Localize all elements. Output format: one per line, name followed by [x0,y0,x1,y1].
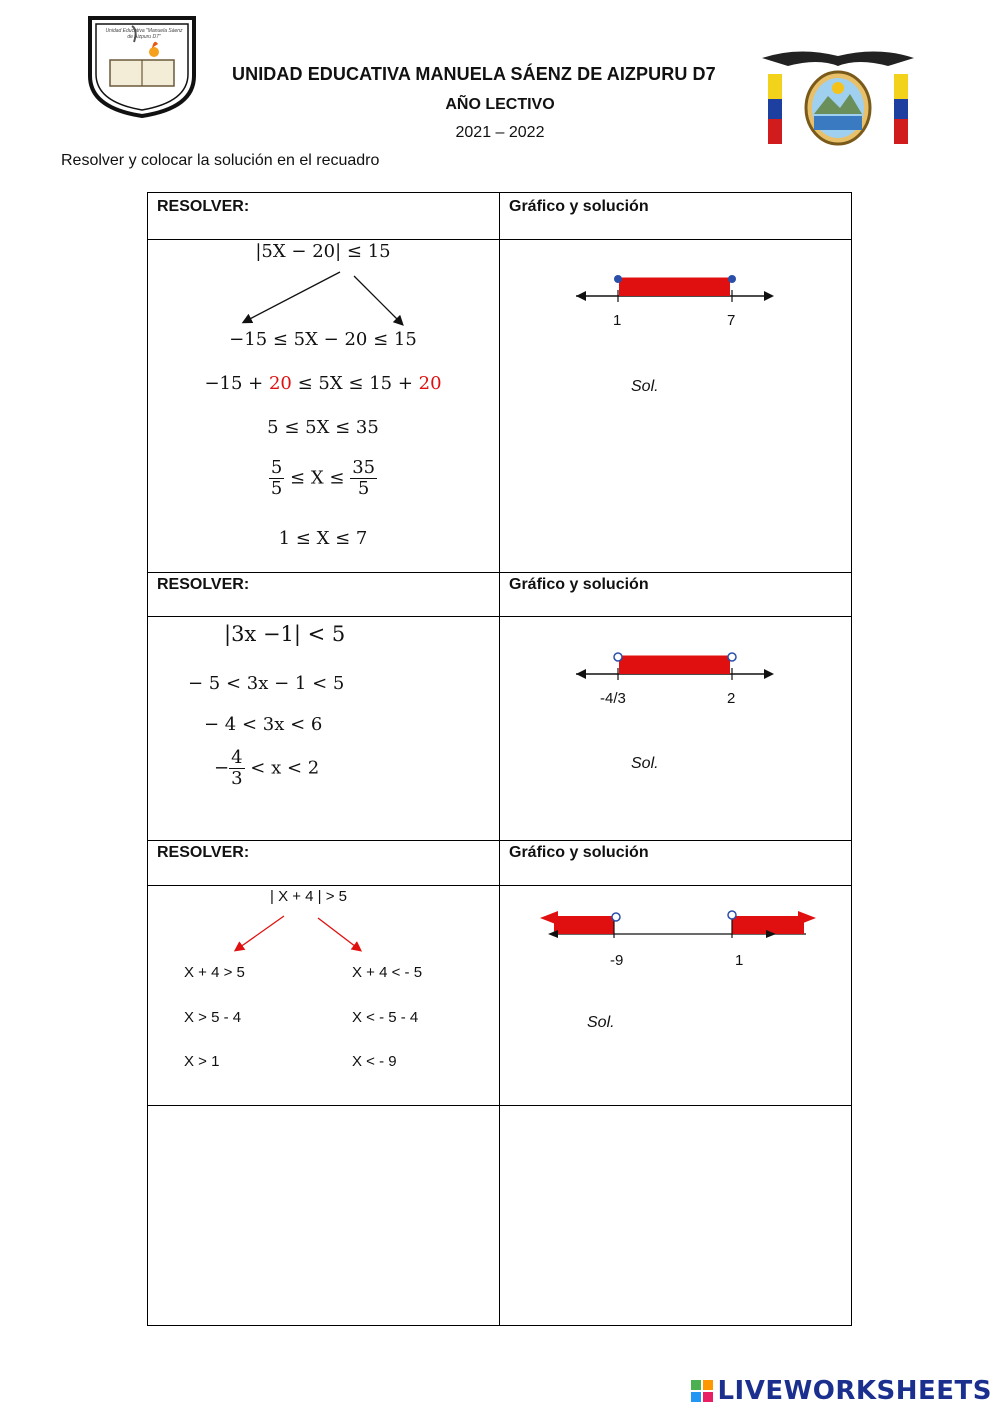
problem2-solution-label: Sol. [631,755,659,772]
school-name: UNIDAD EDUCATIVA MANUELA SÁENZ DE AIZPURU D7 [232,64,716,84]
instruction-text: Resolver y colocar la solución en el recuadro [61,152,380,169]
left-ray-bar [554,916,614,934]
open-point-icon [614,653,622,661]
problem3-statement: | X + 4 | > 5 [270,888,348,905]
problem1-step2: −15 + 20 ≤ 5X ≤ 15 + 20 [204,373,442,394]
problem2-statement: |3x −1| < 5 [224,622,346,646]
problem2-left-endpoint: -4/3 [600,690,626,707]
year-label: AÑO LECTIVO [445,96,555,113]
problem2-step2: − 4 < 3x < 6 [204,714,323,735]
resolver-header-1: RESOLVER: [157,198,250,215]
graph-header-2: Gráfico y solución [509,576,649,593]
problem2-step1: − 5 < 3x − 1 < 5 [188,673,345,694]
resolver-header-2: RESOLVER: [157,576,250,593]
solution-interval-bar [619,658,730,674]
coat-of-arms-icon [758,44,918,150]
row-divider [148,840,851,841]
resolver-header-3: RESOLVER: [157,844,250,861]
problem1-step3: 5 ≤ 5X ≤ 35 [267,417,379,438]
problem3-left-step2: X > 5 - 4 [184,1009,242,1026]
problem1-step5: 1 ≤ X ≤ 7 [278,528,368,549]
row-divider [148,616,851,617]
closed-point-icon [728,275,736,283]
liveworksheets-logo: LIVEWORKSHEETS [691,1376,992,1406]
graph-header-3: Gráfico y solución [509,844,649,861]
row-divider [148,1105,851,1106]
problem3-number-line [536,906,826,946]
row-divider [148,239,851,240]
problem1-statement: |5X − 20| ≤ 15 [255,241,391,262]
problem3-right-step1: X + 4 < - 5 [352,964,423,981]
problem1-solution-label: Sol. [631,378,659,395]
school-years: 2021 – 2022 [455,124,545,141]
problem2-number-line [572,648,782,688]
red-split-arrows-icon [228,912,378,958]
row-divider [148,885,851,886]
solution-interval-bar [619,280,730,296]
problem3-right-step2: X < - 5 - 4 [352,1009,419,1026]
problem3-right-step3: X < - 9 [352,1053,397,1070]
row-divider [148,572,851,573]
problem3-left-endpoint: -9 [610,952,624,969]
open-point-icon [728,653,736,661]
problem3-solution-label: Sol. [587,1014,615,1031]
problem2-right-endpoint: 2 [727,690,736,707]
problem1-number-line [572,270,782,310]
problem2-step3: − $\frac{4}{3}$ < x < 2 [214,747,320,789]
closed-point-icon [614,275,622,283]
open-point-icon [612,913,620,921]
problem1-step4: $\frac{5}{5}$ ≤ X ≤ $\frac{35}{5}$ [270,457,376,499]
problem1-right-endpoint: 7 [727,312,736,329]
problem1-left-endpoint: 1 [613,312,622,329]
problem3-right-endpoint: 1 [735,952,744,969]
problem1-step1: −15 ≤ 5X − 20 ≤ 15 [229,329,417,350]
graph-header-1: Gráfico y solución [509,198,649,215]
school-logo: Unidad Educativa "Manuela Sáenz de Aizpuru D7" [82,12,202,120]
column-divider [499,193,500,1325]
open-point-icon [728,911,736,919]
liveworksheets-badge-icon [691,1380,713,1402]
problem3-left-step3: X > 1 [184,1053,220,1070]
split-arrows-icon [236,270,416,330]
problem3-left-step1: X + 4 > 5 [184,964,245,981]
